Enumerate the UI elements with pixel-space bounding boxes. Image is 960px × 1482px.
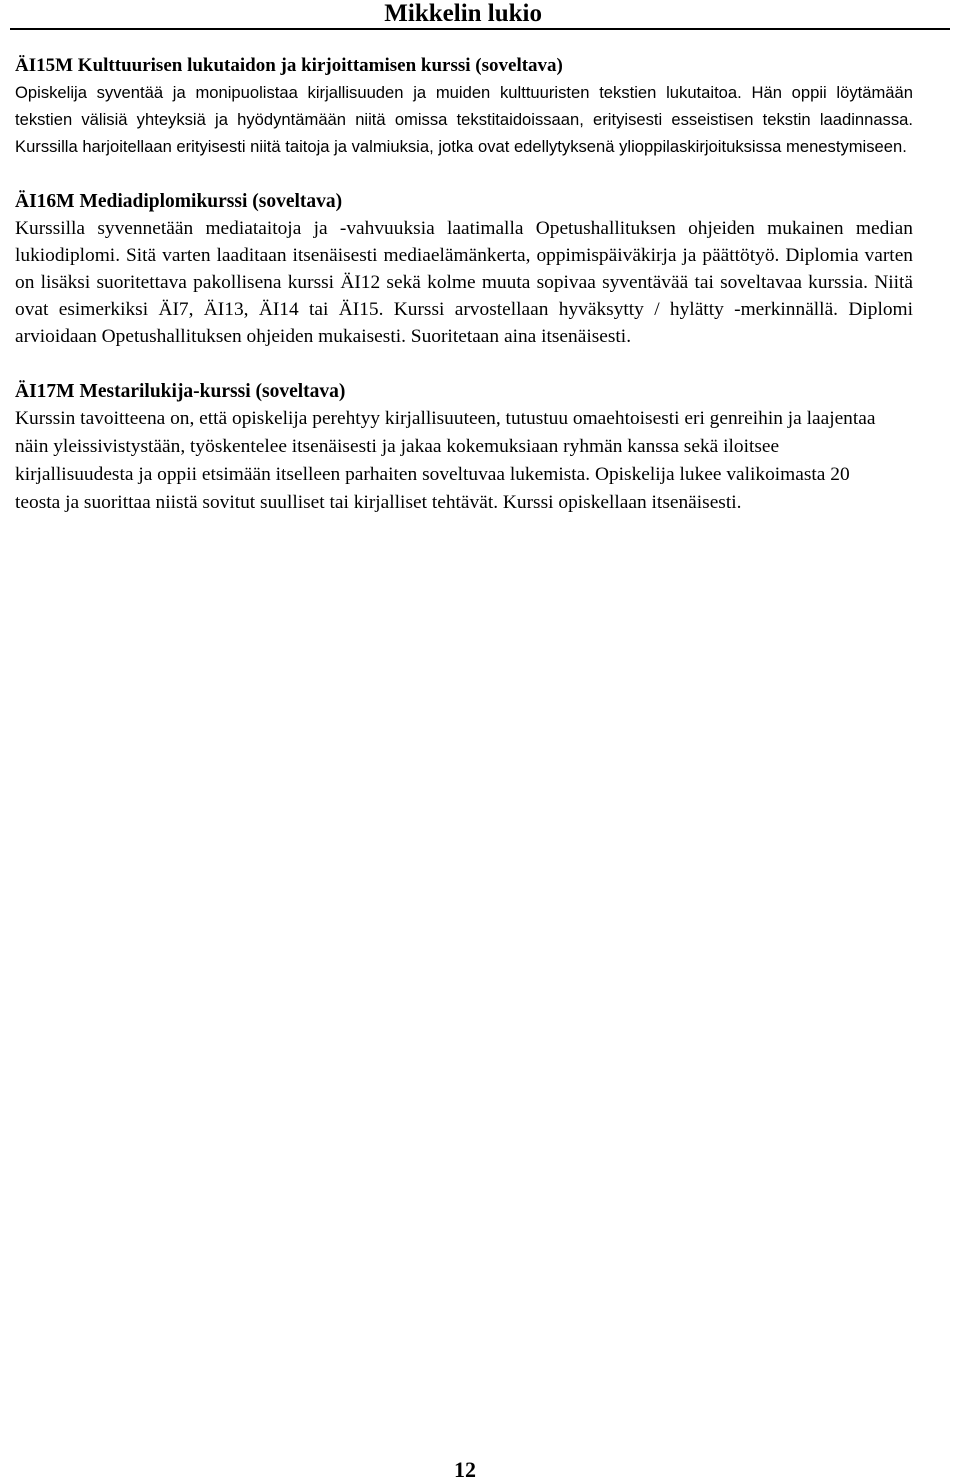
page-number: 12 xyxy=(454,1457,476,1482)
course-section-ai16m xyxy=(15,188,913,351)
school-name: Mikkelin lukio xyxy=(384,0,542,27)
course-description: Kurssin tavoitteena on, että opiskelija perehtyy kirjallisuuteen, tutustuu omaehtoisesti eri genreihin ja laajentaa näin yleissivistystään, työskentelee itsenäisesti ja jakaa kokemuksiaan ryhmän kanssa sekä iloitsee kirjallisuudesta ja oppii etsimään itselleen parhaiten soveltuvaa lukemista. Opiskelija lukee valikoimasta 20 teosta ja suorittaa niistä sovitut suulliset tai kirjalliset tehtävät. Kurssi opiskellaan itsenäisesti. xyxy=(15,407,876,513)
document-body xyxy=(15,52,913,517)
course-description: Kurssilla syvennetään mediataitoja ja -vahvuuksia laatimalla Opetushallituksen ohjeiden mukainen median lukiodiplomi. Sitä varten laaditaan itsenäisesti mediaelämänkerta, oppimispäiväkirja ja päättötyö. Diplomia varten on lisäksi suoritettava pakollisena kurssi ÄI12 sekä kolme muuta sopivaa syventävää tai soveltavaa kurssia. Niitä ovat esimerkiksi ÄI7, ÄI13, ÄI14 tai ÄI15. Kurssi arvostellaan hyväksytty / hylätty -merkinnällä. Diplomi arvioidaan Opetushallituksen ohjeiden mukaisesti. Suoritetaan aina itsenäisesti. xyxy=(15,217,913,348)
course-title: ÄI17M Mestarilukija-kurssi (soveltava) xyxy=(15,380,346,402)
course-description: Opiskelija syventää ja monipuolistaa kirjallisuuden ja muiden kulttuuristen tekstien lukutaitoa. Hän oppii löytämään tekstien välisiä yhteyksiä ja hyödyntämään niitä omissa tekstitaidoissaan, erityisesti esseistisen tekstin laadinnassa. Kurssilla harjoitellaan erityisesti niitä taitoja ja valmiuksia, jotka ovat edellytyksenä ylioppilaskirjoituksissa menestymiseen. xyxy=(15,83,913,157)
course-title: ÄI15M Kulttuurisen lukutaidon ja kirjoittamisen kurssi (soveltava) xyxy=(15,55,563,76)
page-header xyxy=(10,0,950,30)
course-section-ai15m xyxy=(15,52,913,161)
course-section-ai17m xyxy=(15,378,913,517)
course-title: ÄI16M Mediadiplomikurssi (soveltava) xyxy=(15,190,343,212)
